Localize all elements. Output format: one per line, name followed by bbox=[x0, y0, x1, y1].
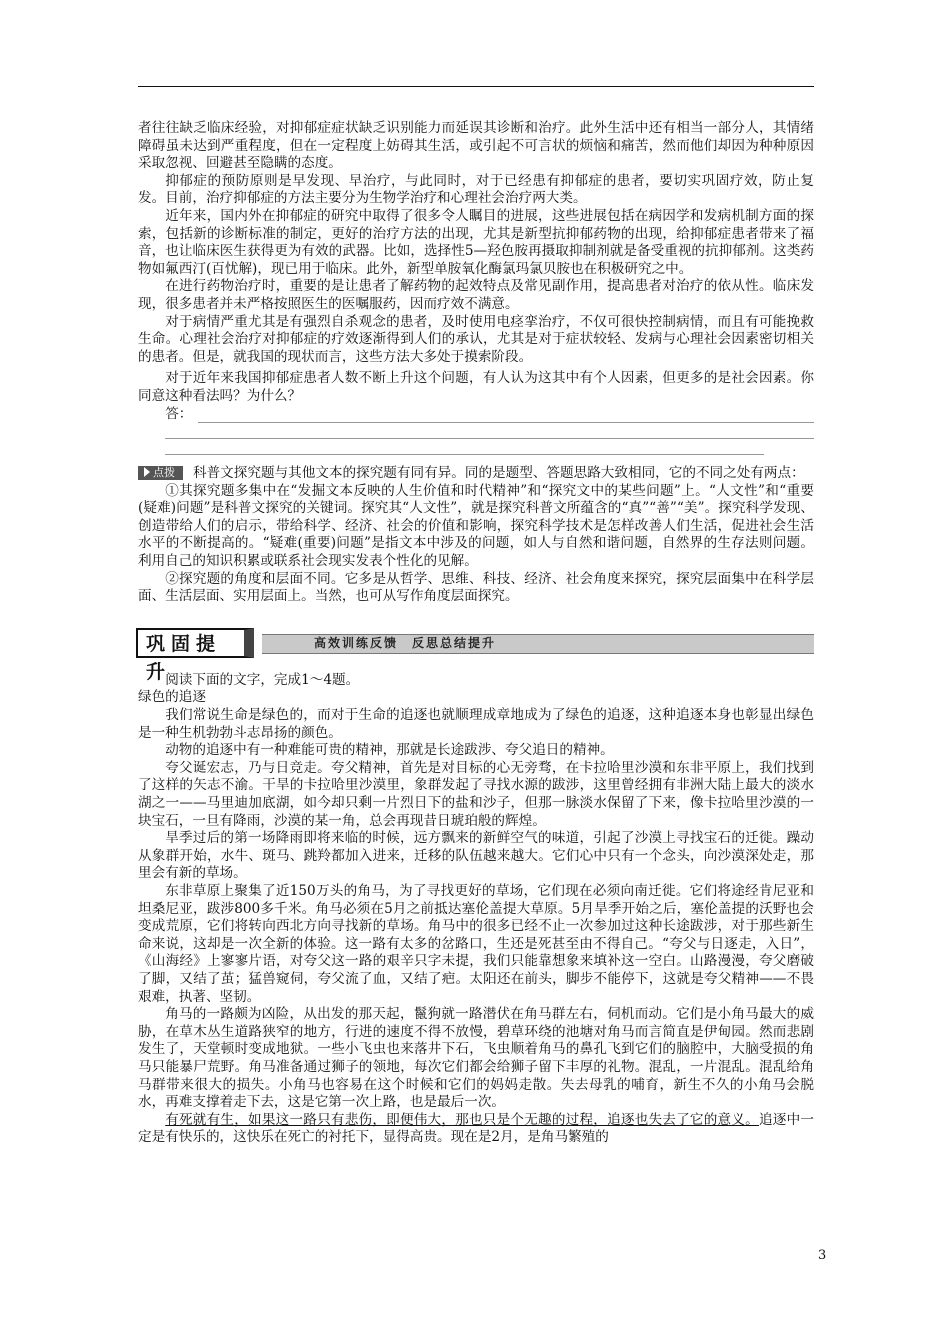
reading-paragraph: 动物的追逐中有一种难能可贵的精神，那就是长途跋涉、夸父追日的精神。 bbox=[165, 742, 614, 759]
sentence: 追逐中一定是有快乐的，这快乐在死亡的衬托下，显得高贵。现在是2月，是角马繁殖的 bbox=[138, 1111, 815, 1146]
underlined-sentence: 有死就有生，如果这一路只有悲伤，即便伟大，那也只是个无趣的过程，追逐也失去了它的意义。 bbox=[165, 1111, 759, 1128]
answer-area[interactable] bbox=[165, 406, 814, 424]
tip-badge bbox=[138, 466, 183, 480]
reading-paragraph: 旱季过后的第一场降雨即将来临的时候，远方飘来的新鲜空气的味道，引起了沙漠上寻找宝石的迁徙。躁动从象群开始，水牛、斑马、跳羚都加入进来，迁移的队伍越来越大。它们心中只有一个念头，向沙漠深处走，那里会有新的草场。 bbox=[138, 830, 814, 882]
paragraph: 在进行药物治疗时，重要的是让患者了解药物的起效特点及常见副作用，提高患者对治疗的依从性。临床发现，很多患者并未严格按照医生的医嘱服药，因而疗效不满意。 bbox=[138, 278, 814, 312]
tip-lead: 科普文探究题与其他文本的探究题有同有异。同的是题型、答题思路大致相同，它的不同之处有两点： bbox=[193, 465, 805, 482]
reading-title: 绿色的追逐 bbox=[138, 689, 206, 706]
reading-paragraph-last bbox=[138, 1112, 814, 1147]
reading-paragraph: 夸父诞宏志，乃与日竞走。夸父精神，首先是对目标的心无旁骛，在卡拉哈里沙漠和东非平原上，我们找到了这样的矢志不渝。干旱的卡拉哈里沙漠里，象群发起了寻找水源的跋涉，这里曾经拥有非洲大陆上最大的淡水湖之一——马里迪加底湖，如今却只剩一片烈日下的盐和沙子，但那一脉淡水保留了下来，像卡拉哈里沙漠的一块宝石，一旦有降雨，沙漠的某一角，总会再现昔日琥珀般的辉煌。 bbox=[138, 759, 814, 829]
answer-line bbox=[165, 439, 764, 455]
reading-paragraph: 角马的一路颇为凶险，从出发的那天起，鬣狗就一路潜伏在角马群左右，伺机而动。它们是小角马最大的威胁，在草木丛生道路狭窄的地方，行进的速度不得不放慢，碧草环绕的池塘对角马而言简直是伊甸园。然而悲剧发生了，天堂顿时变成地狱。一些小飞虫也来落井下石，飞虫顺着角马的鼻孔飞到它们的脑腔中，大脑受损的角马只能暴尸荒野。角马准备通过狮子的领地，每次它们都会给狮子留下丰厚的礼物。混乱，一片混乱。混乱给角马群带来很大的损失。小角马也容易在这个时候和它们的妈妈走散。失去母乳的哺育，新生不久的小角马会脱水，再难支撑着走下去，这是它第一次上路，也是最后一次。 bbox=[138, 1006, 814, 1111]
section-title: 巩固提升 bbox=[136, 628, 254, 658]
tip-point-1: ①其探究题多集中在“发掘文本反映的人生价值和时代精神”和“探究文中的某些问题”上。“人文性”和“重要(疑难)问题”是科普文探究的关键词。探究其“人文性”，就是探究科普文所蕴含的“真”“善”“美”。探究科学发现、创造带给人们的启示，带给科学、经济、社会的价值和影响，探究科学技术是怎样改善人们生活，促进社会生活水平的不断提高的。“疑难(重要)问题”是指文本中涉及的问题，如人与自然和谐问题，自然界的生存法则问题。利用自己的知识积累或联系社会现实发表个性化的见解。 bbox=[138, 482, 814, 570]
page-number: 3 bbox=[818, 1248, 827, 1263]
tip-block bbox=[138, 465, 814, 606]
paragraph: 近年来，国内外在抑郁症的研究中取得了很多令人瞩目的进展，这些进展包括在病因学和发病机制方面的探索，包括新的诊断标准的制定，更好的治疗方法的出现，尤其是新型抗抑郁药物的出现，给抑郁症患者带来了福音，也让临床医生获得更为有效的武器。比如，选择性5—羟色胺再摄取抑制剂就是备受重视的抗抑郁剂。这类药物如氟西汀(百忧解)，现已用于临床。此外，新型单胺氧化酶氯玛氯贝胺也在积极研究之中。 bbox=[138, 207, 814, 277]
tip-point-2: ②探究题的角度和层面不同。它多是从哲学、思维、科技、经济、社会角度来探究，探究层面集中在科学层面、生活层面、实用层面上。当然，也可从写作角度层面探究。 bbox=[138, 570, 814, 605]
answer-label: 答： bbox=[165, 405, 193, 422]
paragraph: 抑郁症的预防原则是早发现、早治疗，与此同时，对于已经患有抑郁症的患者，要切实巩固疗效，防止复发。目前，治疗抑郁症的方法主要分为生物学治疗和心理社会治疗两大类。 bbox=[138, 172, 814, 207]
question-text: 对于近年来我国抑郁症患者人数不断上升这个问题，有人认为这其中有个人因素，但更多的是社会因素。你同意这种看法吗？为什么？ bbox=[138, 370, 814, 404]
paragraph: 对于病情严重尤其是有强烈自杀观念的患者，及时使用电痉挛治疗，不仅可很快控制病情，而且有可能挽救生命。心理社会治疗对抑郁症的疗效逐渐得到人们的承认，尤其是对于症状较轻、发病与心理社会因素密切相关的患者。但是，就我国的现状而言，这些方法大多处于摸索阶段。 bbox=[138, 313, 814, 365]
reading-paragraph: 东非草原上聚集了近150万头的角马，为了寻找更好的草场，它们现在必须向南迁徙。它们将途经肯尼亚和坦桑尼亚，跋涉800多千米。角马必须在5月之前抵达塞伦盖提大草原。5月旱季开始之后，塞伦盖提的沃野也会变成荒原，它们将转向西北方向寻找新的草场。角马中的很多已经不止一次参加过这种长途跋涉，对于那些新生命来说，这却是一次全新的体验。这一路有太多的岔路口，生还是死甚至由不得自己。“夸父与日逐走，入日”，《山海经》上寥寥片语，对夸父这一路的艰辛只字未提，我们只能靠想象来填补这一空白。山路漫漫，夸父磨破了脚，又结了茧；猛兽窥伺，夸父流了血，又结了疤。太阳还在前头，脚步不能停下，这就是夸父精神——不畏艰难，执著、坚韧。 bbox=[138, 882, 814, 1005]
section-subtitle: 高效训练反馈 反思总结提升 bbox=[314, 635, 497, 650]
paragraph-continued: 者往往缺乏临床经验，对抑郁症症状缺乏识别能力而延误其诊断和治疗。此外生活中还有相当一部分人，其情绪障碍虽未达到严重程度，但在一定程度上妨碍其生活，或引起不可言状的烦恼和痛苦，然而他们却因为种种原因采取忽视、回避甚至隐瞒的态度。 bbox=[138, 120, 814, 172]
header-rule bbox=[138, 86, 814, 87]
reading-paragraph: 我们常说生命是绿色的，而对于生命的追逐也就顺理成章地成为了绿色的追逐，这种追逐本身也彰显出绿色是一种生机勃勃斗志昂扬的颜色。 bbox=[138, 707, 814, 741]
page-content bbox=[138, 120, 814, 1147]
answer-line bbox=[198, 410, 814, 423]
answer-line bbox=[165, 423, 814, 439]
reading-instruction: 阅读下面的文字，完成1～4题。 bbox=[165, 671, 360, 688]
triangle-icon bbox=[144, 467, 150, 477]
tip-badge-label: 点拨 bbox=[153, 466, 175, 480]
